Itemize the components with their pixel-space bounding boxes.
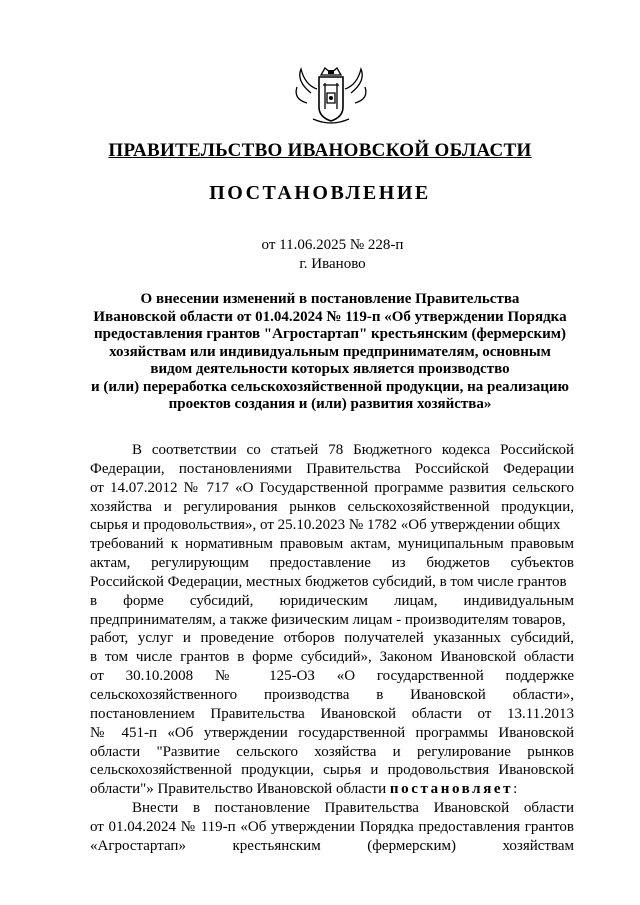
subject-line: О внесении изменений в постановление Правительства — [140, 291, 520, 307]
body-line: предпринимателям, а также физическим лицам - производителям товаров, — [90, 611, 566, 628]
body-line: Российской Федерации, местных бюджетов субсидий, в том числе грантов — [90, 573, 567, 590]
subject-line: Ивановской области от 01.04.2024 № 119-п «Об утверждении Порядка — [93, 308, 567, 325]
body-line: сельскохозяйственного производства в Ивановской области», — [90, 686, 574, 703]
body-line: от 14.07.2012 № 717 «О Государственной программе развития сельского — [90, 479, 574, 496]
subject-line: предоставления грантов "Агростартап" крестьянским (фермерским) — [93, 326, 567, 342]
body-line: области "Развитие сельского хозяйства и регулирование рынков — [90, 743, 574, 760]
body-line: «Агростартап» крестьянским (фермерским) хозяйствам — [90, 837, 574, 854]
resolution-prefix: области"» Правительство Ивановской области — [90, 781, 390, 798]
subject-line: проектов создания и (или) развития хозяйства» — [168, 396, 492, 412]
body-line: сельскохозяйственной продукции, сырья и продовольствия Ивановской — [90, 762, 574, 779]
government-name: ПРАВИТЕЛЬСТВО ИВАНОВСКОЙ ОБЛАСТИ — [108, 140, 532, 161]
decree-date-number: от 11.06.2025 № 228-п — [261, 237, 404, 253]
ivanovo-coat-of-arms-icon — [291, 63, 371, 127]
body-line: сырья и продовольствия», от 25.10.2023 № 1782 «Об утверждении общих — [90, 517, 561, 534]
body-line: постановлением Правительства Ивановской области от 13.11.2013 — [90, 705, 574, 722]
body-line: работ, услуг и проведение отборов получателей указанных субсидий, — [90, 630, 574, 647]
body-line: в форме субсидий, юридическим лицам, индивидуальным — [90, 592, 574, 609]
decree-body — [90, 441, 574, 856]
document-type-title: ПОСТАНОВЛЕНИЕ — [209, 182, 431, 204]
body-line: от 01.04.2024 № 119-п «Об утверждении Порядка предоставления грантов — [90, 818, 574, 835]
body-line: хозяйства и регулирования рынков сельскохозяйственной продукции, — [90, 498, 574, 515]
body-line-resolution — [90, 780, 574, 799]
body-line: Федерации, постановлениями Правительства Российской Федерации — [90, 460, 574, 477]
subject-line: и (или) переработка сельскохозяйственной продукции, на реализацию — [91, 378, 569, 395]
body-line: № 451-п «Об утверждении государственной программы Ивановской — [90, 724, 574, 741]
decree-city: г. Иваново — [299, 256, 366, 272]
decree-subject-heading — [75, 291, 585, 414]
body-line: от 30.10.2008 № 125-ОЗ «О государственной поддержке — [90, 668, 574, 685]
resolution-verb: постановляет — [389, 781, 514, 798]
body-line: требований к нормативным правовым актам, муниципальным правовым — [90, 536, 574, 553]
resolution-colon: : — [513, 781, 518, 798]
body-line: Внести в постановление Правительства Ивановской области — [132, 800, 574, 817]
body-line: актам, регулирующим предоставление из бюджетов субъектов — [90, 555, 574, 572]
subject-line: видом деятельности которых является производство — [150, 361, 510, 377]
subject-line: хозяйствам или индивидуальным предпринимателям, основным — [109, 343, 551, 360]
body-line: в том числе грантов в форме субсидий», Законом Ивановской области — [90, 649, 574, 666]
body-line: В соответствии со статьей 78 Бюджетного кодекса Российской — [132, 442, 574, 458]
